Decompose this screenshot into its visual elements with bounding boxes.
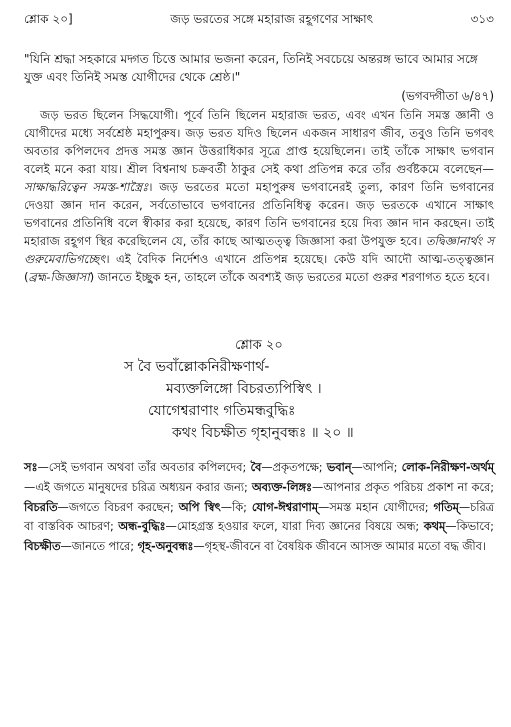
running-header bbox=[24, 10, 494, 34]
page bbox=[24, 10, 494, 556]
synonym-word: কথম্ bbox=[423, 520, 446, 534]
synonym-word: অন্ধ-বুদ্ধিঃ bbox=[118, 520, 166, 534]
verse-line-2: মব্যক্তলিঙ্গো বিচরত্যপিস্বিৎ । bbox=[166, 381, 322, 398]
page-number: ৩১৩ bbox=[470, 12, 494, 26]
synonym-meaning: —কি; bbox=[220, 500, 252, 514]
gita-quote: "যিনি শ্রদ্ধা সহকারে মদ্গত চিত্তে আমার ভজনা করেন, তিনিই সবচেয়ে অন্তরঙ্গ ভাবে আমার সঙ্গে যুক্ত এবং তিনিই সমস্ত যোগীদের থেকে শ্রেষ্ঠ।" bbox=[24, 52, 478, 85]
verse-title: শ্লোক ২০ bbox=[235, 338, 283, 354]
verse-line-3: যোগেশ্বরাণাং গতিমন্ধবুদ্ধিঃ bbox=[148, 403, 296, 420]
verse-block bbox=[24, 336, 494, 444]
synonym-meaning: —জানতে পারে; bbox=[60, 539, 138, 553]
quote-reference: (ভগবদ্গীতা ৬/৪৭) bbox=[401, 89, 494, 104]
purport-sanskrit-quote: সাক্ষাদ্ধরিত্বেন সমস্ত-শাস্ত্রৈঃ bbox=[24, 180, 149, 195]
synonym-word: অব্যক্ত-লিঙ্গঃ bbox=[251, 481, 313, 495]
synonym-meaning: —চরিত্র বা বাস্তবিক আচরণ; bbox=[24, 500, 495, 534]
synonym-word: বৈ bbox=[250, 461, 262, 475]
word-for-word-synonyms bbox=[24, 458, 494, 556]
synonym-meaning: —প্রকৃতপক্ষে; bbox=[261, 461, 327, 475]
purport-sanskrit-quote: ব্রহ্ম-জিজ্ঞাসা bbox=[28, 269, 90, 284]
synonym-word: সঃ bbox=[24, 461, 38, 475]
synonym-word: যোগ-ঈশ্বরাণাম্ bbox=[251, 500, 318, 514]
synonym-meaning: —আপনি; bbox=[351, 461, 402, 475]
purport-text-part: । এই বৈদিক নির্দেশও এখানে প্রতিপন্ন হয়েছে। কেউ যদি আদৌ আত্ম-তত্ত্বজ্ঞান ( bbox=[24, 251, 494, 284]
synonym-meaning: —এই জগতে মানুষদের চরিত্র অধ্যয়ন করার জন্য; bbox=[24, 481, 252, 495]
synonym-meaning: —কিভাবে; bbox=[445, 520, 494, 534]
synonym-word: গতিম্ bbox=[433, 500, 459, 514]
purport-text-part: । জড় ভরতের মতো মহাপুরুষ ভগবানেরই তুল্য, কারণ তিনি ভগবানের দেওয়া জ্ঞান দান করেন, সর্বতোভাবে ভগবানের প্রতিনিধিত্ব করেন। জড় ভরতকে এখানে সাক্ষাৎ ভগবানের প্রতিনিধি বলে স্বীকার করা হয়েছে, কারণ তিনি ভগবানের হয়ে দিব্য জ্ঞান দান করছেন। তাই মহারাজ রহূগণ স্থির করেছিলেন যে, তাঁর কাছে আত্মতত্ত্ব জিজ্ঞাসা করা উপযুক্ত হবে। bbox=[24, 180, 494, 248]
synonym-word: অপি স্বিৎ bbox=[178, 500, 221, 514]
synonym-word: বিচক্ষীত bbox=[24, 539, 61, 553]
synonym-word: গৃহ-অনুবন্ধঃ bbox=[137, 539, 194, 553]
header-verse-ref: শ্লোক ২০] bbox=[24, 12, 73, 26]
purport-paragraph bbox=[24, 107, 494, 286]
synonym-meaning: —জগতে বিচরণ করছেন; bbox=[57, 500, 179, 514]
synonym-word: লোক-নিরীক্ষণ-অর্থম্ bbox=[401, 461, 494, 475]
purport-sanskrit-quote: তদ্বিজ্ঞানার্থং স গুরুমেবাভিগচ্ছেৎ bbox=[24, 233, 494, 266]
synonym-word: ভবান্ bbox=[326, 461, 352, 475]
purport-text-part: জড় ভরত ছিলেন সিদ্ধযোগী। পূর্বে তিনি ছিলেন মহারাজ ভরত, এবং এখন তিনি সমস্ত জ্ঞানী ও যোগীদের মধ্যে সর্বশ্রেষ্ঠ মহাপুরুষ। জড় ভরত যদিও ছিলেন একজন সাধারণ জীব, তবুও তিনি ভগবৎ অবতার কপিলদেব প্রদত্ত সমস্ত জ্ঞান উত্তরাধিকার সূত্রে প্রাপ্ত হয়েছিলেন। তাই তাঁকে সাক্ষাৎ ভগবান বলেই মনে করা যায়। শ্রীল বিশ্বনাথ চক্রবর্তী ঠাকুর সেই কথা প্রতিপন্ন করে তাঁর গুর্বষ্টকমে বলেছেন— bbox=[24, 108, 494, 177]
purport-text-part: ) জানতে ইচ্ছুক হন, তাহলে তাঁকে অবশ্যই জড় ভরতের মতো গুরুর শরণাগত হতে হবে। bbox=[89, 269, 490, 284]
verse-line-4: কথং বিচক্ষীত গৃহানুবন্ধঃ ॥ ২০ ॥ bbox=[172, 425, 354, 442]
synonym-meaning: —সেই ভগবান অথবা তাঁর অবতার কপিলদেব; bbox=[37, 461, 251, 475]
header-chapter-title: জড় ভরতের সঙ্গে মহারাজ রহূগণের সাক্ষাৎ bbox=[170, 12, 374, 26]
synonym-meaning: —সমস্ত মহান যোগীদের; bbox=[318, 500, 434, 514]
synonym-meaning: —গৃহস্থ-জীবনে বা বৈষয়িক জীবনে আসক্ত আমার মতো বদ্ধ জীব। bbox=[193, 539, 486, 553]
synonym-meaning: —আপনার প্রকৃত পরিচয় প্রকাশ না করে; bbox=[312, 481, 495, 495]
purport-text bbox=[24, 107, 494, 286]
synonym-word: বিচরতি bbox=[24, 500, 58, 514]
verse-line-1: স বৈ ভবাঁল্লোকনিরীক্ষণার্থ- bbox=[124, 359, 270, 376]
synonym-meaning: —মোহগ্রস্ত হওয়ার ফলে, যারা দিব্য জ্ঞানের বিষয়ে অন্ধ; bbox=[165, 520, 424, 534]
